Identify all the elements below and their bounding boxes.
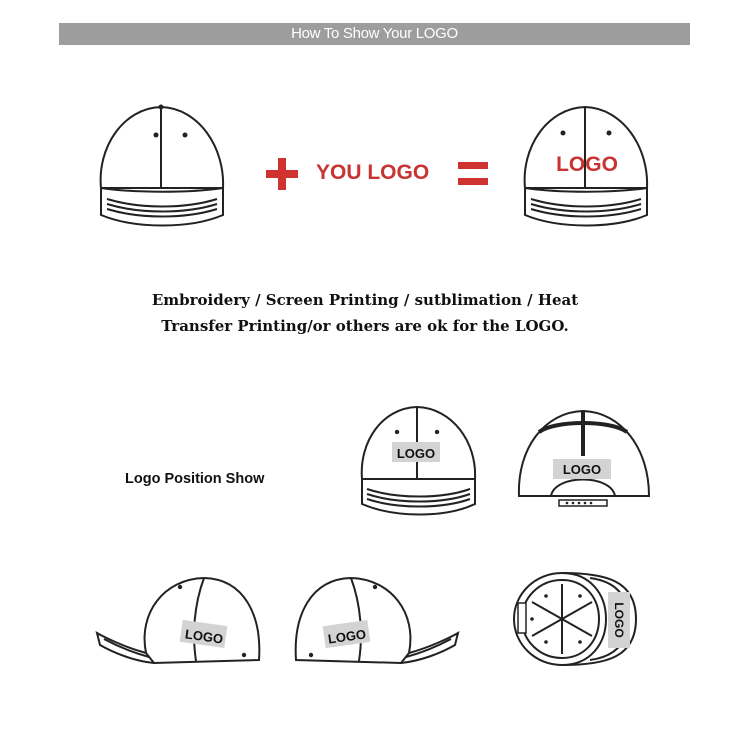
front-logo-label: LOGO xyxy=(396,446,436,461)
back-logo-label: LOGO xyxy=(562,462,602,477)
plain-cap-front-illustration xyxy=(95,103,230,233)
description-line-1: Embroidery / Screen Printing / sutblimation / Heat xyxy=(151,291,579,309)
cap-logo-text: LOGO xyxy=(556,153,618,176)
left-side-logo-label: LOGO xyxy=(184,626,225,647)
header-banner: How To Show Your LOGO xyxy=(59,23,690,45)
right-side-logo-label: LOGO xyxy=(326,626,367,647)
inside-position-cap xyxy=(510,570,640,668)
logo-cap-front-illustration xyxy=(519,103,654,233)
left-side-position-cap xyxy=(94,575,264,670)
front-position-cap xyxy=(357,404,482,520)
you-logo-text: YOU LOGO xyxy=(316,161,430,184)
back-position-cap xyxy=(515,408,655,513)
inside-logo-label: LOGO xyxy=(612,602,626,638)
printing-methods-description xyxy=(120,287,610,339)
right-side-position-cap xyxy=(291,575,461,670)
logo-position-heading: Logo Position Show xyxy=(125,471,265,487)
description-line-2: Transfer Printing/or others are ok for the LOGO. xyxy=(161,317,569,335)
equals-icon xyxy=(458,162,488,186)
plus-icon xyxy=(266,158,298,190)
